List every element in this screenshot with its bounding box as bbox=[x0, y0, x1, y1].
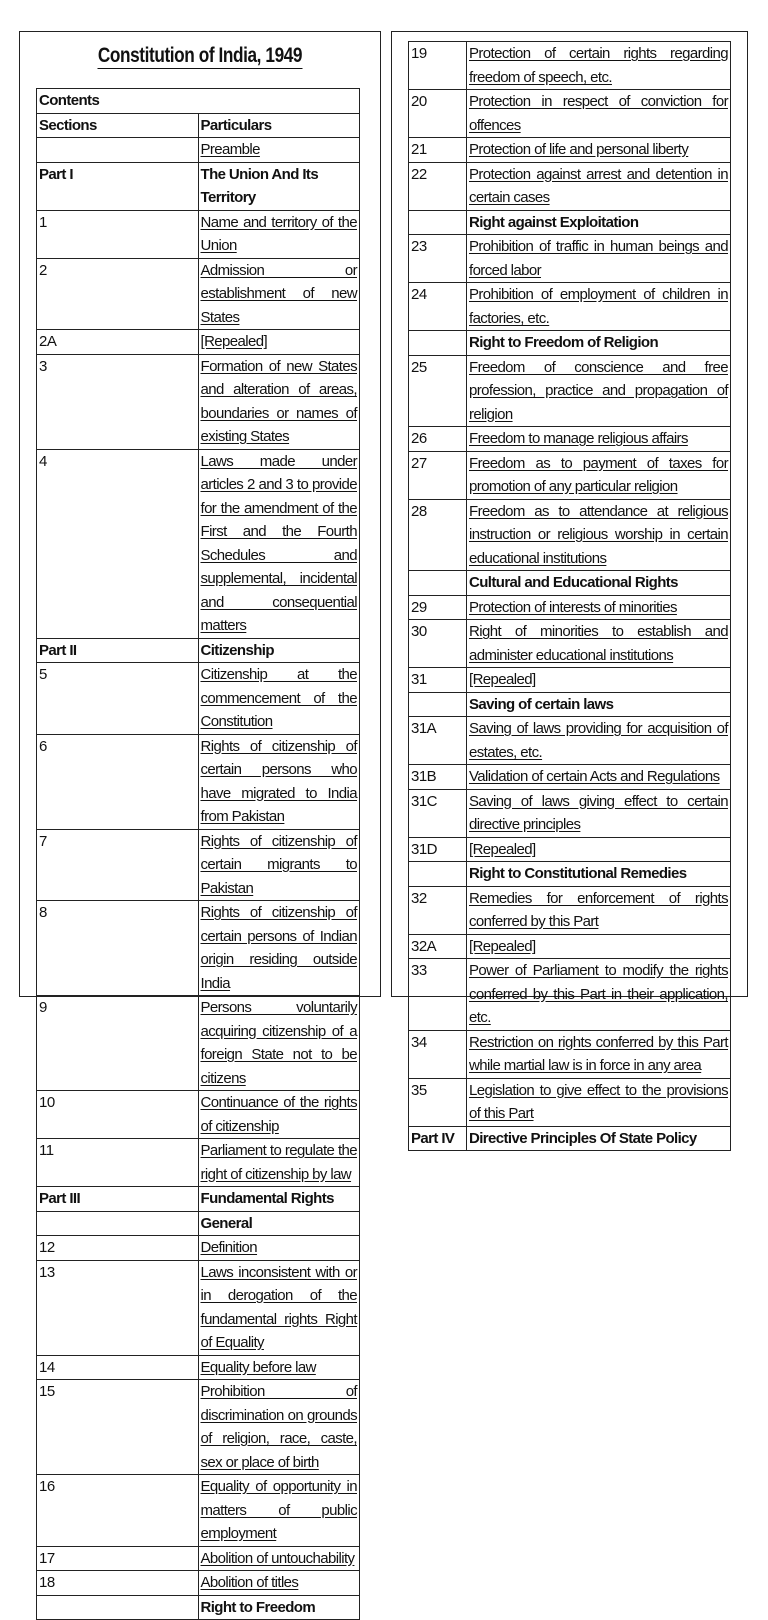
particulars-cell bbox=[467, 1030, 731, 1078]
particulars-cell bbox=[198, 1475, 360, 1547]
section-number-text: 14 bbox=[39, 1358, 55, 1376]
section-number bbox=[409, 162, 467, 210]
table-row bbox=[37, 449, 360, 638]
article-link[interactable]: Rights of citizenship of certain persons who have migrated to India from Pakistan bbox=[200, 737, 357, 825]
table-row bbox=[409, 138, 731, 163]
table-row bbox=[409, 620, 731, 668]
particulars-cell bbox=[467, 886, 731, 934]
section-number bbox=[409, 427, 467, 452]
section-number-text: 29 bbox=[411, 598, 427, 616]
section-number-text: Part IV bbox=[411, 1129, 455, 1147]
table-row bbox=[409, 235, 731, 283]
section-number-text: 2A bbox=[39, 333, 57, 350]
table-row bbox=[409, 765, 731, 790]
table-row bbox=[37, 1236, 360, 1261]
section-number bbox=[37, 1187, 199, 1212]
particulars-cell bbox=[467, 235, 731, 283]
section-number-text: 20 bbox=[411, 93, 427, 110]
particulars-cell bbox=[467, 90, 731, 138]
article-link[interactable]: Parliament to regulate the right of citizenship by law bbox=[200, 1142, 357, 1183]
subheading-row bbox=[409, 692, 731, 717]
particulars-cell bbox=[198, 663, 360, 735]
particulars-cell bbox=[467, 1126, 731, 1151]
table-row bbox=[409, 959, 731, 1031]
article-link[interactable]: Prohibition of traffic in human beings and forced labor bbox=[469, 238, 728, 279]
particulars-cell bbox=[467, 42, 731, 90]
article-link[interactable]: Equality of opportunity in matters of public employment bbox=[200, 1478, 357, 1542]
particulars-cell bbox=[198, 449, 360, 638]
section-number bbox=[409, 862, 467, 887]
section-number bbox=[37, 1475, 199, 1547]
part-title: Fundamental Rights bbox=[200, 1190, 334, 1207]
table-row bbox=[409, 1078, 731, 1126]
section-number bbox=[409, 837, 467, 862]
section-number bbox=[409, 765, 467, 790]
particulars-cell bbox=[198, 1595, 360, 1620]
section-number bbox=[409, 1078, 467, 1126]
section-number-text: 31B bbox=[411, 768, 437, 785]
subheading-row bbox=[37, 1595, 360, 1620]
section-number-text: 30 bbox=[411, 623, 427, 640]
particulars-cell bbox=[467, 210, 731, 235]
subheading-row bbox=[409, 862, 731, 887]
part-row bbox=[37, 638, 360, 663]
particulars-cell bbox=[198, 1355, 360, 1380]
section-number bbox=[37, 449, 199, 638]
particulars-cell bbox=[467, 668, 731, 693]
subheading-title: Right to Constitutional Remedies bbox=[469, 865, 687, 882]
section-number bbox=[409, 668, 467, 693]
article-link[interactable]: Preamble bbox=[200, 141, 260, 158]
particulars-cell bbox=[467, 837, 731, 862]
section-number-text: 31A bbox=[411, 720, 437, 737]
table-row bbox=[37, 138, 360, 163]
particulars-cell bbox=[467, 499, 731, 571]
section-number bbox=[409, 235, 467, 283]
article-link[interactable]: Saving of laws providing for acquisition of estates, etc. bbox=[469, 720, 728, 761]
section-number bbox=[409, 595, 467, 620]
article-link[interactable]: [Repealed] bbox=[469, 840, 536, 858]
article-link[interactable]: Legislation to give effect to the provisions of this Part bbox=[469, 1081, 728, 1122]
part-title: Directive Principles Of State Policy bbox=[469, 1129, 697, 1147]
section-number bbox=[37, 996, 199, 1091]
section-number-text: 2 bbox=[39, 261, 47, 279]
particulars-cell bbox=[198, 734, 360, 829]
particulars-cell bbox=[467, 789, 731, 837]
table-row bbox=[37, 1139, 360, 1187]
article-link[interactable]: Rights of citizenship of certain migrants to Pakistan bbox=[200, 832, 357, 897]
table-row bbox=[37, 1355, 360, 1380]
table-row bbox=[409, 595, 731, 620]
section-number-text: 31C bbox=[411, 792, 438, 810]
section-number bbox=[409, 934, 467, 959]
article-link[interactable]: Equality before law bbox=[200, 1358, 316, 1376]
particulars-cell bbox=[198, 1380, 360, 1475]
section-number bbox=[37, 638, 199, 663]
particulars-cell bbox=[467, 355, 731, 427]
article-link[interactable]: Laws made under articles 2 and 3 to provide for the amendment of the First and the Fourth Schedules and supplemental, incidental and consequential matters bbox=[200, 452, 357, 634]
section-number bbox=[37, 210, 199, 258]
table-row bbox=[37, 1260, 360, 1355]
column-header-sections: Sections bbox=[37, 113, 199, 138]
section-number-text: 22 bbox=[411, 165, 427, 183]
table-row bbox=[37, 1475, 360, 1547]
section-number-text: 11 bbox=[39, 1142, 54, 1159]
section-number-text: 28 bbox=[411, 502, 427, 520]
particulars-cell bbox=[467, 959, 731, 1031]
subheading-row bbox=[409, 571, 731, 596]
column-header-particulars: Particulars bbox=[198, 113, 360, 138]
table-row bbox=[409, 162, 731, 210]
particulars-cell bbox=[198, 1187, 360, 1212]
subheading-row bbox=[37, 1211, 360, 1236]
subheading-title: Saving of certain laws bbox=[469, 695, 614, 713]
section-number bbox=[409, 571, 467, 596]
section-number-text: 4 bbox=[39, 452, 47, 470]
document-title: Constitution of India, 1949 bbox=[97, 44, 303, 67]
column-header-row bbox=[37, 113, 360, 138]
article-link[interactable]: Laws inconsistent with or in derogation of the fundamental rights Right of Equality bbox=[200, 1263, 357, 1351]
section-number bbox=[409, 1126, 467, 1151]
section-number bbox=[409, 138, 467, 163]
section-number bbox=[409, 789, 467, 837]
section-number-text: 26 bbox=[411, 430, 427, 447]
section-number-text: 27 bbox=[411, 454, 427, 472]
section-number bbox=[409, 42, 467, 90]
article-link[interactable]: [Repealed] bbox=[469, 671, 536, 688]
particulars-cell bbox=[467, 1078, 731, 1126]
table-row bbox=[37, 829, 360, 901]
table-row bbox=[409, 789, 731, 837]
article-link[interactable]: Abolition of titles bbox=[200, 1574, 299, 1591]
left-page-panel bbox=[19, 31, 381, 1616]
particulars-cell bbox=[467, 427, 731, 452]
particulars-cell bbox=[198, 1211, 360, 1236]
particulars-cell bbox=[198, 258, 360, 330]
section-number bbox=[37, 1571, 199, 1596]
section-number-text: 18 bbox=[39, 1574, 55, 1591]
article-link[interactable]: Protection of certain rights regarding freedom of speech, etc. bbox=[469, 45, 728, 86]
section-number bbox=[37, 1236, 199, 1261]
table-row bbox=[409, 668, 731, 693]
particulars-cell bbox=[467, 283, 731, 331]
article-link[interactable]: Persons voluntarily acquiring citizenship of a foreign State not to be citizens bbox=[200, 999, 357, 1087]
article-link[interactable]: Protection of life and personal liberty bbox=[469, 141, 689, 158]
table-row bbox=[409, 934, 731, 959]
article-link[interactable]: Protection against arrest and detention in certain cases bbox=[469, 165, 728, 206]
article-link[interactable]: Right of minorities to establish and administer educational institutions bbox=[469, 623, 728, 664]
table-row bbox=[37, 354, 360, 449]
particulars-cell bbox=[467, 717, 731, 765]
contents-table-right bbox=[408, 41, 731, 1151]
part-row bbox=[37, 1187, 360, 1212]
section-number bbox=[37, 1595, 199, 1620]
section-number bbox=[409, 886, 467, 934]
particulars-cell bbox=[467, 862, 731, 887]
table-row bbox=[37, 210, 360, 258]
section-number-text: 8 bbox=[39, 904, 47, 921]
section-number bbox=[409, 959, 467, 1031]
table-row bbox=[37, 996, 360, 1091]
section-number-text: 7 bbox=[39, 832, 47, 850]
article-link[interactable]: Protection in respect of conviction for offences bbox=[469, 93, 728, 134]
table-row bbox=[409, 837, 731, 862]
particulars-cell bbox=[198, 1546, 360, 1571]
part-title: The Union And Its Territory bbox=[200, 165, 319, 206]
particulars-cell bbox=[198, 354, 360, 449]
section-number bbox=[37, 330, 199, 355]
particulars-cell bbox=[467, 162, 731, 210]
table-row bbox=[37, 734, 360, 829]
part-row bbox=[409, 1126, 731, 1151]
table-row bbox=[37, 1091, 360, 1139]
section-number bbox=[37, 1211, 199, 1236]
article-link[interactable]: Abolition of untouchability bbox=[200, 1549, 355, 1567]
section-number bbox=[37, 829, 199, 901]
particulars-cell bbox=[198, 1571, 360, 1596]
subheading-title: Cultural and Educational Rights bbox=[469, 574, 678, 591]
section-number bbox=[37, 354, 199, 449]
particulars-cell bbox=[467, 620, 731, 668]
table-row bbox=[37, 1546, 360, 1571]
section-number-text: 17 bbox=[39, 1549, 55, 1567]
table-row bbox=[409, 42, 731, 90]
section-number bbox=[37, 901, 199, 996]
section-number bbox=[37, 258, 199, 330]
section-number-text: 33 bbox=[411, 962, 427, 979]
section-number bbox=[409, 210, 467, 235]
section-number bbox=[409, 283, 467, 331]
table-row bbox=[409, 717, 731, 765]
section-number-text: 32A bbox=[411, 937, 437, 955]
subheading-title: Right to Freedom of Religion bbox=[469, 334, 659, 351]
section-number bbox=[409, 451, 467, 499]
section-number-text: 6 bbox=[39, 737, 47, 755]
section-number-text: 10 bbox=[39, 1094, 55, 1111]
subheading-title: Right against Exploitation bbox=[469, 213, 639, 231]
article-link[interactable]: Formation of new States and alteration of areas, boundaries or names of existing States bbox=[200, 357, 357, 445]
table-row bbox=[409, 427, 731, 452]
article-link[interactable]: Admission or establishment of new States bbox=[200, 261, 357, 326]
table-row bbox=[37, 901, 360, 996]
section-number bbox=[409, 331, 467, 356]
article-link[interactable]: Prohibition of employment of children in factories, etc. bbox=[469, 286, 728, 327]
article-link[interactable]: [Repealed] bbox=[200, 333, 268, 350]
particulars-cell bbox=[467, 451, 731, 499]
particulars-cell bbox=[198, 210, 360, 258]
section-number bbox=[37, 1546, 199, 1571]
particulars-cell bbox=[467, 595, 731, 620]
article-link[interactable]: Citizenship at the commencement of the Constitution bbox=[200, 666, 357, 730]
section-number-text: 5 bbox=[39, 666, 47, 683]
article-link[interactable]: Power of Parliament to modify the rights conferred by this Part in their application, etc. bbox=[469, 962, 728, 1026]
subheading-title: General bbox=[200, 1214, 253, 1232]
article-link[interactable]: Continuance of the rights of citizenship bbox=[200, 1094, 357, 1135]
section-number bbox=[37, 1139, 199, 1187]
section-number bbox=[409, 499, 467, 571]
article-link[interactable]: Freedom as to attendance at religious instruction or religious worship in certain educational institutions bbox=[469, 502, 728, 567]
particulars-cell bbox=[198, 1236, 360, 1261]
article-link[interactable]: Name and territory of the Union bbox=[200, 213, 357, 254]
table-row bbox=[409, 451, 731, 499]
section-number-text: 9 bbox=[39, 999, 47, 1016]
subheading-title: Right to Freedom bbox=[200, 1598, 316, 1616]
article-link[interactable]: Prohibition of discrimination on grounds of religion, race, caste, sex or place of birth bbox=[200, 1383, 357, 1471]
right-page-panel bbox=[391, 31, 748, 1147]
section-number bbox=[37, 734, 199, 829]
section-number-text: 13 bbox=[39, 1263, 55, 1281]
particulars-cell bbox=[467, 934, 731, 959]
particulars-cell bbox=[467, 331, 731, 356]
section-number-text: 31D bbox=[411, 840, 438, 858]
section-number bbox=[409, 717, 467, 765]
subheading-row bbox=[409, 331, 731, 356]
section-number-text: 31 bbox=[411, 671, 427, 688]
article-link[interactable]: Validation of certain Acts and Regulations bbox=[469, 768, 720, 785]
section-number-text: 32 bbox=[411, 889, 427, 907]
section-number-text: 1 bbox=[39, 213, 47, 231]
section-number bbox=[37, 1380, 199, 1475]
section-number-text: 12 bbox=[39, 1239, 55, 1256]
particulars-cell bbox=[467, 692, 731, 717]
particulars-cell bbox=[467, 765, 731, 790]
section-number bbox=[409, 692, 467, 717]
section-number bbox=[409, 90, 467, 138]
particulars-cell bbox=[198, 138, 360, 163]
part-title: Citizenship bbox=[200, 641, 274, 659]
section-number bbox=[37, 1091, 199, 1139]
article-link[interactable]: [Repealed] bbox=[469, 937, 536, 955]
section-number bbox=[37, 162, 199, 210]
table-row bbox=[409, 1030, 731, 1078]
section-number-text: 25 bbox=[411, 358, 427, 376]
section-number-text: 19 bbox=[411, 45, 427, 62]
part-row bbox=[37, 162, 360, 210]
article-link[interactable]: Restriction on rights conferred by this Part while martial law is in force in any area bbox=[469, 1033, 728, 1074]
article-link[interactable]: Definition bbox=[200, 1239, 258, 1256]
table-row bbox=[37, 1380, 360, 1475]
section-number-text: 21 bbox=[411, 141, 427, 158]
table-row bbox=[409, 886, 731, 934]
particulars-cell bbox=[198, 829, 360, 901]
section-number-text: Part II bbox=[39, 641, 77, 659]
section-number-text: Part I bbox=[39, 165, 73, 183]
section-number bbox=[409, 355, 467, 427]
article-link[interactable]: Remedies for enforcement of rights conferred by this Part bbox=[469, 889, 728, 930]
contents-table-left bbox=[36, 88, 360, 1620]
particulars-cell bbox=[198, 996, 360, 1091]
article-link[interactable]: Rights of citizenship of certain persons of Indian origin residing outside India bbox=[200, 904, 357, 992]
article-link[interactable]: Freedom of conscience and free profession, practice and propagation of religion bbox=[469, 358, 728, 423]
article-link[interactable]: Freedom as to payment of taxes for promotion of any particular religion bbox=[469, 454, 728, 495]
table-row bbox=[409, 499, 731, 571]
section-number-text: 34 bbox=[411, 1033, 427, 1051]
particulars-cell bbox=[198, 330, 360, 355]
table-row bbox=[409, 355, 731, 427]
table-row bbox=[409, 283, 731, 331]
particulars-cell bbox=[198, 638, 360, 663]
section-number bbox=[37, 1260, 199, 1355]
section-number bbox=[409, 1030, 467, 1078]
table-row bbox=[37, 663, 360, 735]
section-number-text: 16 bbox=[39, 1478, 55, 1495]
table-row bbox=[37, 258, 360, 330]
particulars-cell bbox=[467, 138, 731, 163]
section-number-text: 3 bbox=[39, 357, 47, 375]
article-link[interactable]: Saving of laws giving effect to certain directive principles bbox=[469, 792, 728, 833]
particulars-cell bbox=[467, 571, 731, 596]
section-number-text: 24 bbox=[411, 286, 427, 303]
section-number bbox=[37, 663, 199, 735]
subheading-row bbox=[409, 210, 731, 235]
section-number bbox=[409, 620, 467, 668]
section-number-text: Part III bbox=[39, 1190, 81, 1207]
section-number-text: 23 bbox=[411, 238, 427, 255]
particulars-cell bbox=[198, 1139, 360, 1187]
table-row bbox=[409, 90, 731, 138]
contents-label: Contents bbox=[37, 89, 360, 114]
article-link[interactable]: Protection of interests of minorities bbox=[469, 598, 677, 616]
article-link[interactable]: Freedom to manage religious affairs bbox=[469, 430, 688, 447]
section-number-text: 15 bbox=[39, 1383, 55, 1400]
section-number bbox=[37, 138, 199, 163]
section-number bbox=[37, 1355, 199, 1380]
particulars-cell bbox=[198, 1260, 360, 1355]
particulars-cell bbox=[198, 1091, 360, 1139]
table-row bbox=[37, 1571, 360, 1596]
table-row bbox=[37, 330, 360, 355]
particulars-cell bbox=[198, 162, 360, 210]
particulars-cell bbox=[198, 901, 360, 996]
contents-header-row bbox=[37, 89, 360, 114]
section-number-text: 35 bbox=[411, 1081, 427, 1099]
